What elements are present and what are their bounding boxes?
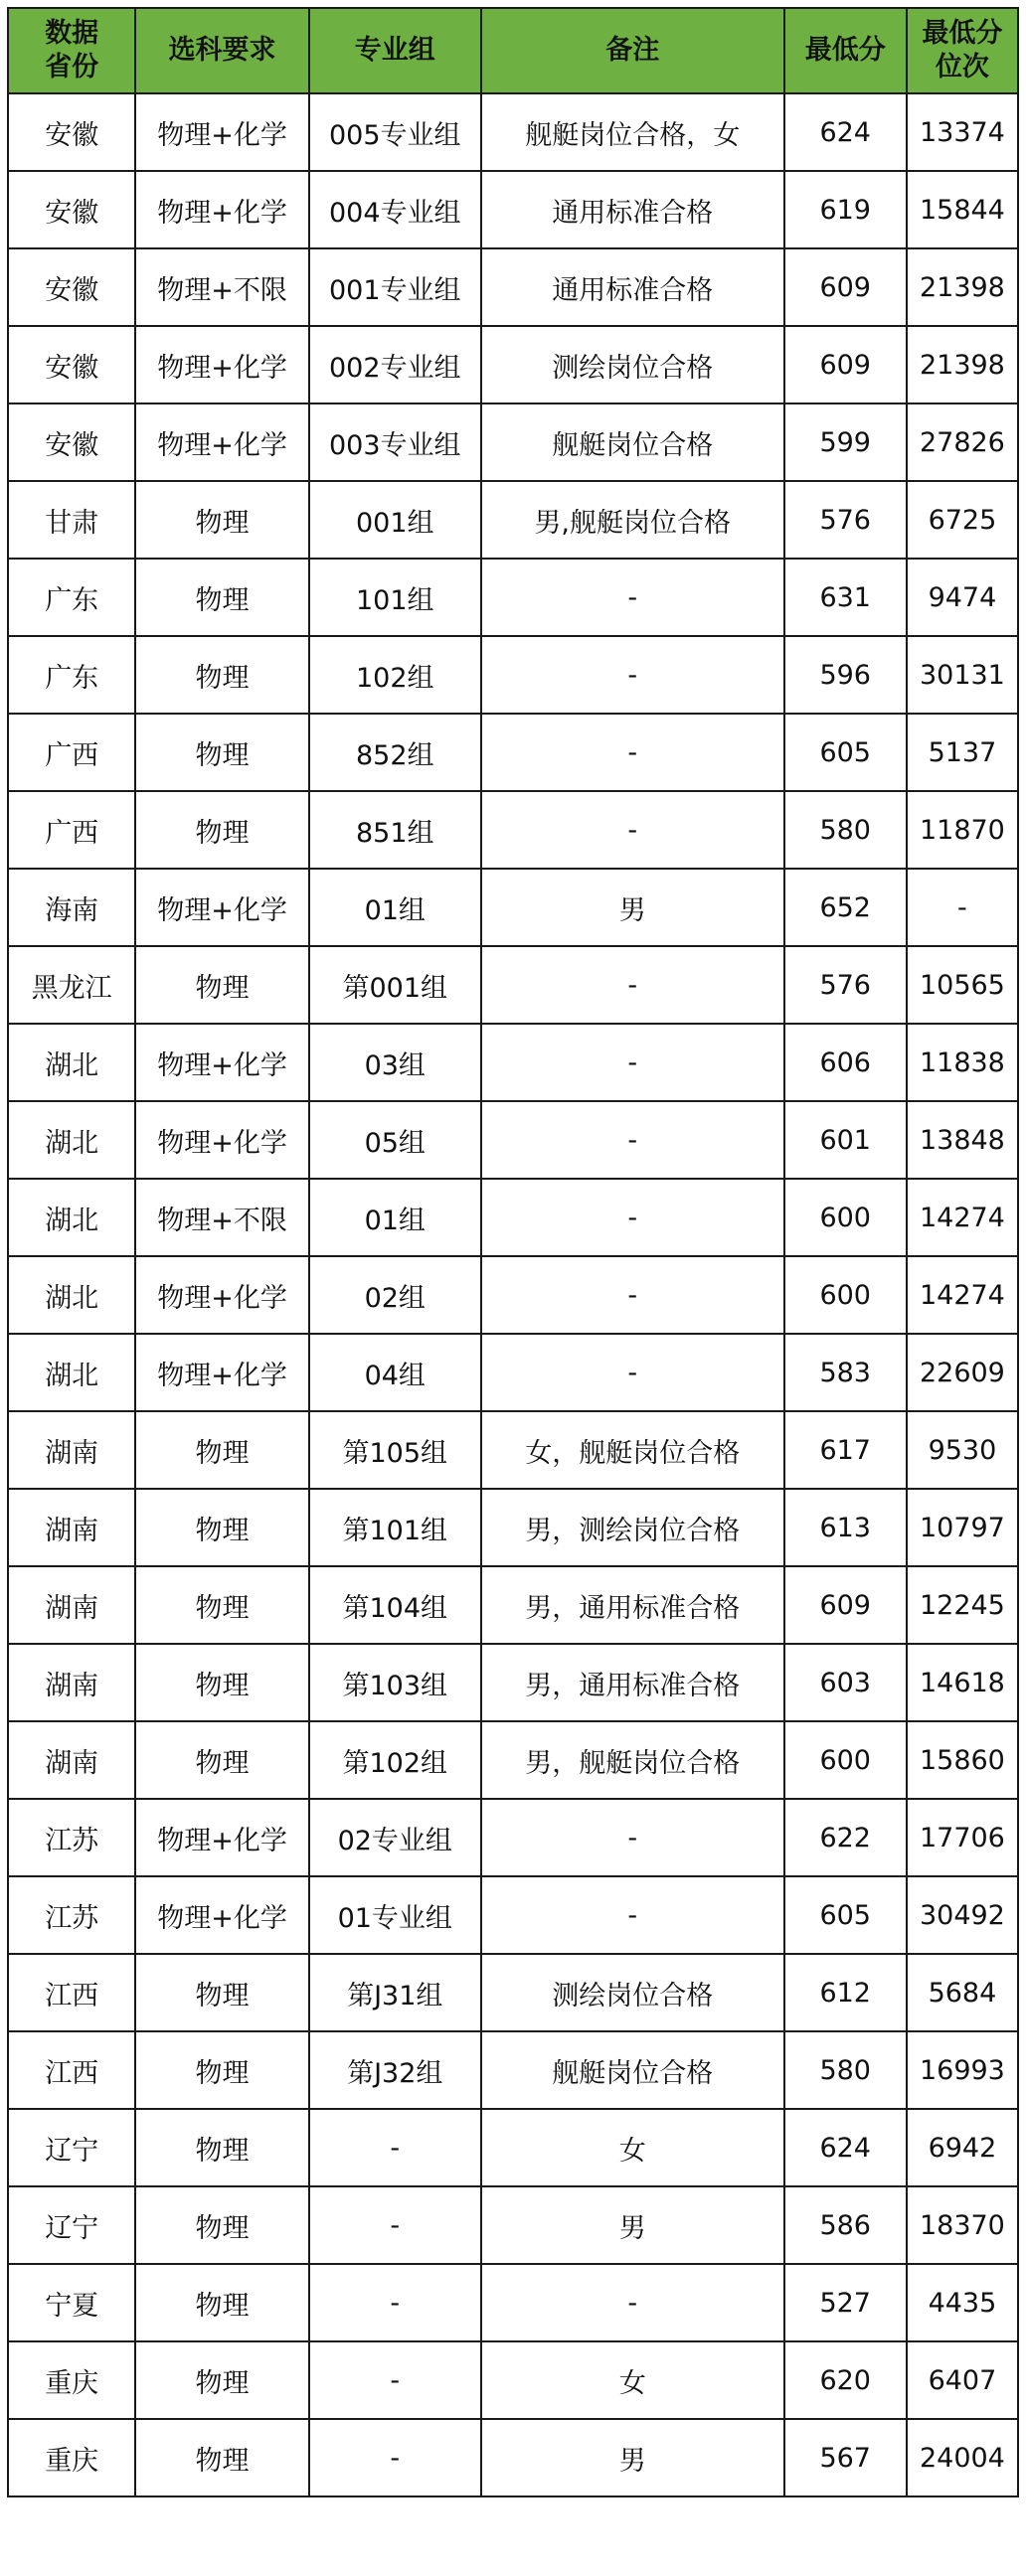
cell-min-rank: 21398 <box>907 326 1018 403</box>
cell-major-group: - <box>309 2186 481 2264</box>
cell-remark: - <box>481 1334 784 1411</box>
cell-min-score: 601 <box>784 1101 907 1179</box>
cell-remark: 男 <box>481 2419 784 2496</box>
cell-province: 湖北 <box>8 1334 135 1411</box>
table-row <box>8 869 1018 946</box>
cell-province: 海南 <box>8 869 135 946</box>
cell-remark: 男，通用标准合格 <box>481 1566 784 1644</box>
cell-subject-requirement: 物理+化学 <box>135 403 308 481</box>
cell-subject-requirement: 物理 <box>135 559 308 636</box>
cell-province: 湖南 <box>8 1489 135 1566</box>
cell-major-group: - <box>309 2419 481 2496</box>
cell-province: 安徽 <box>8 171 135 248</box>
cell-province: 安徽 <box>8 93 135 171</box>
cell-min-score: 606 <box>784 1024 907 1101</box>
cell-remark: 女 <box>481 2109 784 2186</box>
cell-subject-requirement: 物理 <box>135 2031 308 2109</box>
cell-major-group: 002专业组 <box>309 326 481 403</box>
cell-min-score: 609 <box>784 326 907 403</box>
cell-min-rank: 11838 <box>907 1024 1018 1101</box>
table-row <box>8 1799 1018 1876</box>
table-header <box>8 8 1018 93</box>
table-row <box>8 714 1018 791</box>
cell-min-rank: 6942 <box>907 2109 1018 2186</box>
cell-min-rank: 6407 <box>907 2341 1018 2419</box>
cell-min-score: 580 <box>784 791 907 869</box>
cell-major-group: 第105组 <box>309 1411 481 1489</box>
cell-province: 安徽 <box>8 403 135 481</box>
table-row <box>8 2419 1018 2496</box>
cell-major-group: 第001组 <box>309 946 481 1024</box>
cell-min-score: 527 <box>784 2264 907 2341</box>
cell-major-group: 004专业组 <box>309 171 481 248</box>
table-row <box>8 1101 1018 1179</box>
cell-min-rank: 30131 <box>907 636 1018 714</box>
cell-remark: 男，舰艇岗位合格 <box>481 1721 784 1799</box>
cell-major-group: - <box>309 2109 481 2186</box>
cell-major-group: 02组 <box>309 1256 481 1334</box>
table-body <box>8 93 1018 2496</box>
cell-major-group: 01组 <box>309 1179 481 1256</box>
cell-min-score: 600 <box>784 1179 907 1256</box>
cell-min-rank: 6725 <box>907 481 1018 559</box>
cell-min-score: 617 <box>784 1411 907 1489</box>
cell-remark: 通用标准合格 <box>481 248 784 326</box>
cell-min-score: 624 <box>784 2109 907 2186</box>
cell-subject-requirement: 物理 <box>135 481 308 559</box>
cell-min-rank: 21398 <box>907 248 1018 326</box>
cell-min-rank: 18370 <box>907 2186 1018 2264</box>
cell-min-rank: 15860 <box>907 1721 1018 1799</box>
cell-subject-requirement: 物理 <box>135 2264 308 2341</box>
cell-remark: - <box>481 559 784 636</box>
cell-major-group: 001组 <box>309 481 481 559</box>
cell-province: 江西 <box>8 2031 135 2109</box>
cell-subject-requirement: 物理+不限 <box>135 248 308 326</box>
cell-min-score: 613 <box>784 1489 907 1566</box>
cell-province: 湖北 <box>8 1179 135 1256</box>
cell-subject-requirement: 物理 <box>135 1411 308 1489</box>
cell-min-rank: 4435 <box>907 2264 1018 2341</box>
cell-min-rank: 16993 <box>907 2031 1018 2109</box>
cell-min-rank: 11870 <box>907 791 1018 869</box>
cell-province: 江西 <box>8 1954 135 2031</box>
cell-province: 江苏 <box>8 1799 135 1876</box>
cell-major-group: 102组 <box>309 636 481 714</box>
table-row <box>8 791 1018 869</box>
cell-remark: 女 <box>481 2341 784 2419</box>
cell-subject-requirement: 物理 <box>135 1721 308 1799</box>
cell-subject-requirement: 物理+化学 <box>135 1876 308 1954</box>
cell-province: 黑龙江 <box>8 946 135 1024</box>
cell-min-rank: 14274 <box>907 1179 1018 1256</box>
cell-province: 宁夏 <box>8 2264 135 2341</box>
cell-major-group: - <box>309 2264 481 2341</box>
cell-remark: 通用标准合格 <box>481 171 784 248</box>
cell-major-group: 第104组 <box>309 1566 481 1644</box>
cell-min-rank: 5684 <box>907 1954 1018 2031</box>
cell-subject-requirement: 物理 <box>135 714 308 791</box>
cell-province: 辽宁 <box>8 2186 135 2264</box>
cell-subject-requirement: 物理 <box>135 1644 308 1721</box>
cell-subject-requirement: 物理+不限 <box>135 1179 308 1256</box>
table-row <box>8 946 1018 1024</box>
cell-min-score: 583 <box>784 1334 907 1411</box>
cell-province: 广西 <box>8 714 135 791</box>
cell-min-score: 596 <box>784 636 907 714</box>
cell-subject-requirement: 物理+化学 <box>135 1024 308 1101</box>
header-major-group: 专业组 <box>309 8 481 93</box>
cell-subject-requirement: 物理 <box>135 2186 308 2264</box>
cell-subject-requirement: 物理 <box>135 2341 308 2419</box>
cell-remark: 女，舰艇岗位合格 <box>481 1411 784 1489</box>
cell-remark: - <box>481 1179 784 1256</box>
cell-subject-requirement: 物理 <box>135 1954 308 2031</box>
table-row <box>8 403 1018 481</box>
cell-remark: 舰艇岗位合格 <box>481 2031 784 2109</box>
table-row <box>8 1334 1018 1411</box>
admission-score-table <box>7 7 1019 2497</box>
cell-subject-requirement: 物理 <box>135 1566 308 1644</box>
table-row <box>8 171 1018 248</box>
cell-min-rank: 24004 <box>907 2419 1018 2496</box>
cell-subject-requirement: 物理+化学 <box>135 1334 308 1411</box>
cell-major-group: 01组 <box>309 869 481 946</box>
cell-remark: - <box>481 1024 784 1101</box>
cell-subject-requirement: 物理+化学 <box>135 171 308 248</box>
cell-major-group: 005专业组 <box>309 93 481 171</box>
cell-province: 湖北 <box>8 1256 135 1334</box>
cell-province: 安徽 <box>8 326 135 403</box>
cell-min-rank: 15844 <box>907 171 1018 248</box>
table-row <box>8 1876 1018 1954</box>
cell-province: 重庆 <box>8 2341 135 2419</box>
cell-major-group: 第103组 <box>309 1644 481 1721</box>
cell-remark: - <box>481 791 784 869</box>
table-row <box>8 2031 1018 2109</box>
header-remark: 备注 <box>481 8 784 93</box>
cell-major-group: 05组 <box>309 1101 481 1179</box>
cell-major-group: 04组 <box>309 1334 481 1411</box>
cell-province: 湖南 <box>8 1644 135 1721</box>
cell-remark: 男，通用标准合格 <box>481 1644 784 1721</box>
cell-remark: 男，测绘岗位合格 <box>481 1489 784 1566</box>
cell-min-score: 619 <box>784 171 907 248</box>
cell-min-score: 567 <box>784 2419 907 2496</box>
header-row <box>8 8 1018 93</box>
cell-min-score: 605 <box>784 714 907 791</box>
cell-min-rank: 13848 <box>907 1101 1018 1179</box>
cell-subject-requirement: 物理+化学 <box>135 1101 308 1179</box>
cell-province: 湖北 <box>8 1101 135 1179</box>
cell-subject-requirement: 物理 <box>135 2109 308 2186</box>
table-row <box>8 1256 1018 1334</box>
table-row <box>8 2264 1018 2341</box>
cell-major-group: 851组 <box>309 791 481 869</box>
cell-remark: 男 <box>481 2186 784 2264</box>
cell-remark: 男,舰艇岗位合格 <box>481 481 784 559</box>
cell-min-score: 612 <box>784 1954 907 2031</box>
cell-remark: - <box>481 1799 784 1876</box>
table-row <box>8 636 1018 714</box>
cell-min-rank: 12245 <box>907 1566 1018 1644</box>
cell-min-score: 605 <box>784 1876 907 1954</box>
cell-province: 辽宁 <box>8 2109 135 2186</box>
cell-province: 湖南 <box>8 1721 135 1799</box>
cell-min-rank: 9474 <box>907 559 1018 636</box>
cell-min-rank: 9530 <box>907 1411 1018 1489</box>
cell-major-group: 第J31组 <box>309 1954 481 2031</box>
cell-min-score: 599 <box>784 403 907 481</box>
cell-major-group: 01专业组 <box>309 1876 481 1954</box>
cell-min-score: 620 <box>784 2341 907 2419</box>
cell-subject-requirement: 物理 <box>135 2419 308 2496</box>
cell-min-score: 600 <box>784 1256 907 1334</box>
cell-subject-requirement: 物理+化学 <box>135 869 308 946</box>
cell-min-score: 609 <box>784 248 907 326</box>
table-row <box>8 1566 1018 1644</box>
cell-min-rank: 27826 <box>907 403 1018 481</box>
table-row <box>8 1721 1018 1799</box>
table-row <box>8 1644 1018 1721</box>
cell-remark: 测绘岗位合格 <box>481 326 784 403</box>
cell-min-score: 609 <box>784 1566 907 1644</box>
cell-major-group: 第102组 <box>309 1721 481 1799</box>
cell-min-score: 631 <box>784 559 907 636</box>
cell-province: 甘肃 <box>8 481 135 559</box>
cell-major-group: 03组 <box>309 1024 481 1101</box>
cell-min-rank: 10797 <box>907 1489 1018 1566</box>
table-row <box>8 559 1018 636</box>
cell-major-group: - <box>309 2341 481 2419</box>
cell-min-rank: 14274 <box>907 1256 1018 1334</box>
cell-subject-requirement: 物理 <box>135 636 308 714</box>
cell-subject-requirement: 物理 <box>135 946 308 1024</box>
cell-subject-requirement: 物理+化学 <box>135 1256 308 1334</box>
cell-remark: 测绘岗位合格 <box>481 1954 784 2031</box>
cell-remark: - <box>481 1101 784 1179</box>
cell-min-score: 576 <box>784 481 907 559</box>
cell-subject-requirement: 物理 <box>135 1489 308 1566</box>
table-row <box>8 93 1018 171</box>
cell-remark: - <box>481 636 784 714</box>
cell-min-rank: 14618 <box>907 1644 1018 1721</box>
cell-province: 湖南 <box>8 1411 135 1489</box>
cell-min-rank: 30492 <box>907 1876 1018 1954</box>
table-row <box>8 481 1018 559</box>
cell-min-score: 652 <box>784 869 907 946</box>
cell-min-score: 580 <box>784 2031 907 2109</box>
cell-remark: - <box>481 2264 784 2341</box>
cell-min-rank: - <box>907 869 1018 946</box>
cell-remark: - <box>481 1876 784 1954</box>
header-province: 数据 省份 <box>8 8 135 93</box>
cell-subject-requirement: 物理+化学 <box>135 93 308 171</box>
table-row <box>8 1179 1018 1256</box>
cell-province: 广东 <box>8 636 135 714</box>
table-row <box>8 2341 1018 2419</box>
table-row <box>8 248 1018 326</box>
cell-min-rank: 13374 <box>907 93 1018 171</box>
cell-province: 广西 <box>8 791 135 869</box>
cell-remark: - <box>481 946 784 1024</box>
cell-min-score: 603 <box>784 1644 907 1721</box>
cell-min-score: 622 <box>784 1799 907 1876</box>
cell-remark: 舰艇岗位合格，女 <box>481 93 784 171</box>
table-row <box>8 1954 1018 2031</box>
cell-min-rank: 17706 <box>907 1799 1018 1876</box>
cell-remark: - <box>481 714 784 791</box>
header-min-rank: 最低分 位次 <box>907 8 1018 93</box>
cell-min-rank: 10565 <box>907 946 1018 1024</box>
cell-remark: - <box>481 1256 784 1334</box>
cell-major-group: 第101组 <box>309 1489 481 1566</box>
cell-remark: 舰艇岗位合格 <box>481 403 784 481</box>
cell-province: 安徽 <box>8 248 135 326</box>
cell-min-score: 576 <box>784 946 907 1024</box>
cell-min-score: 600 <box>784 1721 907 1799</box>
cell-major-group: 02专业组 <box>309 1799 481 1876</box>
table-row <box>8 2186 1018 2264</box>
cell-subject-requirement: 物理 <box>135 791 308 869</box>
cell-remark: 男 <box>481 869 784 946</box>
cell-major-group: 第J32组 <box>309 2031 481 2109</box>
cell-subject-requirement: 物理+化学 <box>135 1799 308 1876</box>
header-subject-requirement: 选科要求 <box>135 8 308 93</box>
table-row <box>8 1411 1018 1489</box>
cell-province: 湖北 <box>8 1024 135 1101</box>
table-row <box>8 326 1018 403</box>
cell-subject-requirement: 物理+化学 <box>135 326 308 403</box>
cell-major-group: 001专业组 <box>309 248 481 326</box>
cell-min-rank: 5137 <box>907 714 1018 791</box>
cell-province: 湖南 <box>8 1566 135 1644</box>
table-row <box>8 2109 1018 2186</box>
cell-min-rank: 22609 <box>907 1334 1018 1411</box>
cell-min-score: 624 <box>784 93 907 171</box>
cell-major-group: 852组 <box>309 714 481 791</box>
cell-major-group: 003专业组 <box>309 403 481 481</box>
table-row <box>8 1489 1018 1566</box>
cell-min-score: 586 <box>784 2186 907 2264</box>
header-min-score: 最低分 <box>784 8 907 93</box>
cell-major-group: 101组 <box>309 559 481 636</box>
cell-province: 重庆 <box>8 2419 135 2496</box>
cell-province: 广东 <box>8 559 135 636</box>
cell-province: 江苏 <box>8 1876 135 1954</box>
table-row <box>8 1024 1018 1101</box>
